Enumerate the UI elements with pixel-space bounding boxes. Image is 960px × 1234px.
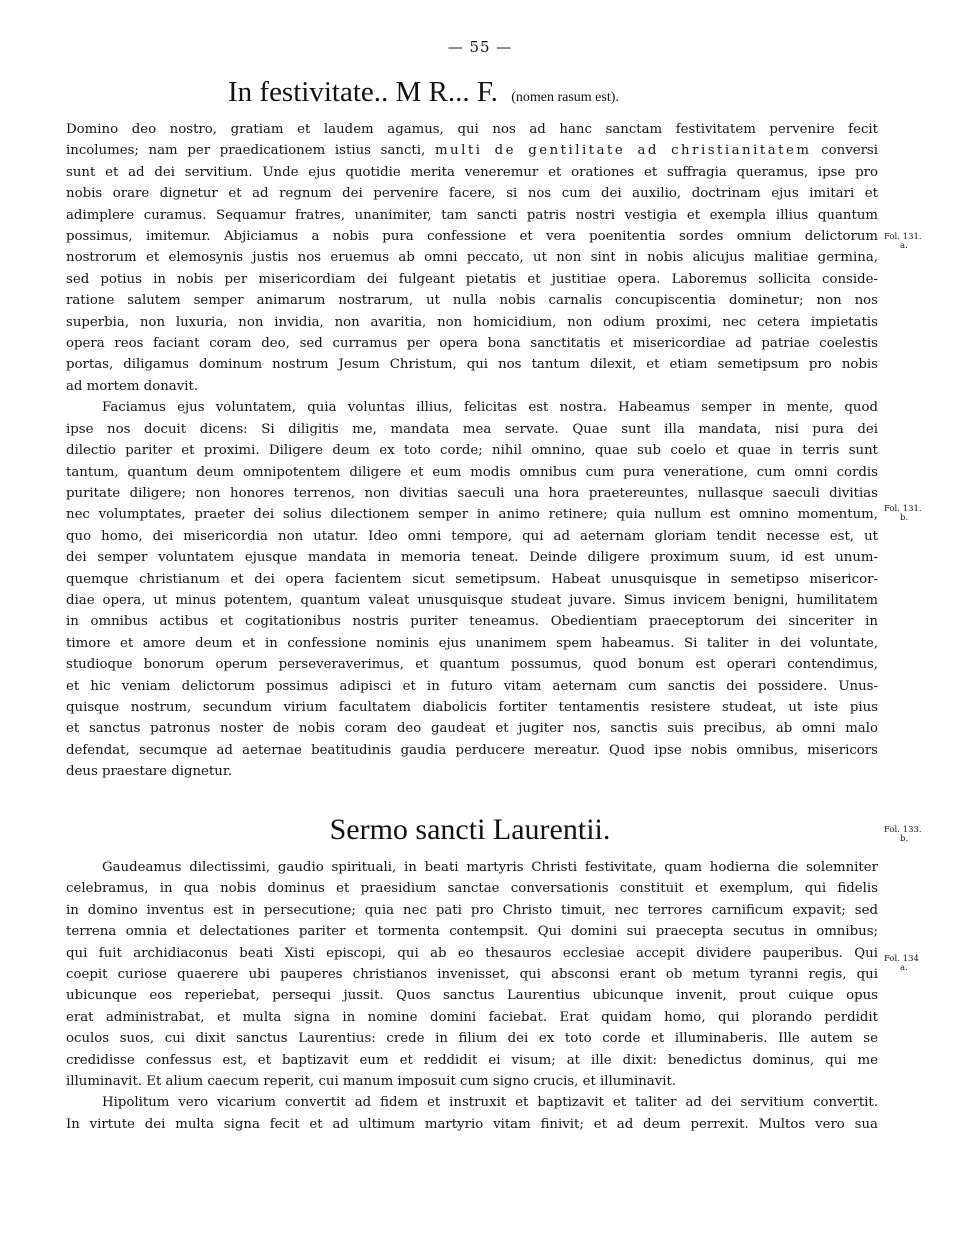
sermon-heading: Sermo sancti Laurentii.: [329, 813, 611, 846]
text-line: nec volumptates, praeter dei solius dilectionem semper in animo retinere; quia nullum est omnino momentum,: [66, 507, 878, 523]
text-line: Domino deo nostro, gratiam et laudem agamus, qui nos ad hanc sanctam festivitatem pervenire fecit: [66, 122, 878, 137]
text-line: opera reos faciant coram deo, sed curramus per opera bona sanctitatis et misericordiae ad patriae coelestis: [66, 336, 878, 352]
text-line: dei semper voluntatem ejusque mandata in memoria teneat. Deinde diligere proximum suum, id est unum-: [66, 550, 878, 566]
margin-note: [884, 233, 922, 251]
text-line: sunt et ad dei servitium. Unde ejus quotidie merita veneremur et orationes et suffragia queramus, ipse pro: [66, 164, 878, 180]
text-line: ad mortem donavit.: [66, 378, 199, 394]
text-line: in domino inventus est in persecutione; quia nec pati pro Christo timuit, nec terrores carnificum expavit; sed: [66, 902, 878, 918]
margin-note: [884, 955, 919, 973]
section-title-note: (nomen rasum est).: [511, 90, 619, 105]
text-line: celebramus, in qua nobis dominus et praesidium sanctae conversationis constituit et exemplum, qui fidelis: [66, 881, 878, 897]
text-line: defendat, secumque ad aeternae beatitudinis gaudia perducere mereatur. Quod ipse nobis omnibus, misericors: [66, 742, 878, 758]
text-line: Gaudeamus dilectissimi, gaudio spirituali, in beati martyris Christi festivitate, quam hodierna die solemniter: [102, 860, 878, 875]
page-number: — 55 —: [447, 38, 513, 56]
text-line: oculos suos, cui dixit sanctus Laurentius: crede in filium dei ex toto corde et illuminaberis. Ille autem se: [66, 1031, 878, 1047]
margin-folio-side: a.: [900, 241, 908, 251]
text-fragment: incolumes; nam per praedicationem istius sancti,: [66, 143, 435, 159]
margin-folio-side: b.: [900, 513, 909, 523]
text-line: superbia, non luxuria, non invidia, non avaritia, non homicidium, non odium proximi, nec cetera impietatis: [66, 314, 878, 330]
margin-note: [884, 826, 922, 844]
text-line: tantum, quantum deum omnipotentem diligere et eum modis omnibus cum pura veneratione, cum omni cordis: [66, 464, 878, 480]
margin-note: [884, 505, 922, 523]
text-line: et hic veniam delictorum possimus adipisci et in futuro vitam aeternam cum sanctis dei possidere. Unus-: [66, 678, 878, 694]
spaced-text: multi de gentilitate ad christianitatem: [434, 143, 812, 159]
text-line: sed potius in nobis per misericordiam dei fulgeant pietatis et justitiae opera. Laboremus sollicita conside-: [66, 271, 878, 287]
body-text-section-2: [66, 857, 878, 1135]
margin-folio: Fol. 131.: [884, 504, 922, 514]
text-line-spaced: [66, 140, 878, 161]
margin-folio-side: a.: [900, 963, 908, 973]
text-fragment: conversi: [811, 143, 879, 159]
margin-folio-side: b.: [900, 834, 909, 844]
text-line: adimplere curamus. Sequamur fratres, unanimiter, tam sancti patris nostri vestigia et exempla illius quantum: [66, 207, 878, 223]
text-line: ratione salutem semper animarum nostrarum, ut nulla nobis carnalis concupiscentia dominetur; non nos: [66, 293, 878, 309]
margin-folio: Fol. 131.: [884, 232, 922, 242]
text-line: Faciamus ejus voluntatem, quia voluntas illius, felicitas est nostra. Habeamus semper in mente, quod: [102, 400, 878, 416]
text-line: nostrorum et elemosynis justis nos eruemus ab omni peccato, ut non sint in nobis alicujus malitiae germina,: [66, 250, 878, 266]
text-line: quisque nostrum, secundum virium facultatem diabolicis fortiter tentamentis resistere studeat, ut iste pius: [66, 699, 878, 715]
text-line: puritate diligere; non honores terrenos, non divitias saeculi una hora praetereuntes, nullasque saeculi divitias: [66, 485, 878, 501]
text-line: nobis orare dignetur et ad regnum dei pervenire facere, si nos cum dei auxilio, doctrinam ejus imitari et: [66, 186, 878, 202]
text-line: deus praestare dignetur.: [66, 764, 232, 780]
text-line: ubicunque eos reperiebat, persequi jussit. Quos sanctus Laurentius ubicunque invenit, prout cuique opus: [66, 988, 878, 1004]
text-line: erat administrabat, et multa signa in nomine domini faciebat. Erat quidam homo, qui plorando perdidit: [66, 1009, 878, 1025]
text-line: diae opera, ut minus potentem, quantum valeat unusquisque studeat juvare. Simus invicem benigni, humilitatem: [66, 592, 878, 608]
text-line: portas, diligamus dominum nostrum Jesum Christum, qui nos tantum dilexit, et etiam semetipsum pro nobis: [66, 357, 878, 373]
text-line: Hipolitum vero vicarium convertit ad fidem et instruxit et baptizavit et taliter ad dei servitium convertit.: [102, 1095, 878, 1111]
text-line: et sanctus patronus noster de nobis coram deo gaudeat et jugiter nos, sanctis suis precibus, ab omni malo: [66, 721, 878, 737]
text-line: possimus, imitemur. Abjiciamus a nobis pura confessione et vera poenitentia sordes omnium delictorum: [66, 229, 878, 245]
section-title: In festivitate.. M R... F.: [228, 76, 498, 108]
margin-folio: Fol. 133.: [884, 825, 922, 835]
text-line: quo homo, dei misericordia non utatur. Ideo omni tempore, qui ad aeternam gloriam tendit necesse est, ut: [66, 528, 878, 544]
margin-folio: Fol. 134: [884, 954, 919, 964]
text-line: illuminavit. Et alium caecum reperit, cui manum imposuit cum signo crucis, et illuminavit.: [66, 1074, 677, 1090]
text-line: in omnibus actibus et cogitationibus nostris puriter teneamus. Obedientiam praeceptorum dei sinceriter in: [66, 614, 878, 630]
text-line: quemque christianum et dei opera facientem sicut semetipsum. Habeat unusquisque in semetipso misericor-: [66, 571, 878, 587]
text-line: ipse nos docuit dicens: Si diligitis me, mandata mea servate. Quae sunt illa mandata, nisi pura dei: [66, 421, 878, 437]
text-line: dilectio pariter et proximi. Diligere deum ex toto corde; nihil omnino, quae sub coelo et quae in terris sunt: [66, 443, 878, 459]
section-heading: [228, 76, 619, 109]
text-line: In virtute dei multa signa fecit et ad ultimum martyrio vitam finivit; et ad deum perrexit. Multos vero sua: [66, 1116, 878, 1132]
text-line: studioque bonorum operum perseveraverimus, et quantum possumus, quod bonum est operari contendimus,: [66, 657, 878, 673]
text-line: coepit curiose quaerere ubi pauperes christianos invenisset, qui absconsi erant ob metum tyranni regis, qui: [66, 967, 878, 983]
text-line: timore et amore deum et in confessione nominis ejus unanimem spem habeamus. Si taliter in dei voluntate,: [66, 635, 878, 651]
body-text-section-1: [66, 119, 878, 783]
text-line: credidisse confessus est, et baptizavit eum et reddidit ei visum; at ille dixit: benedictus dominus, qui me: [66, 1052, 878, 1068]
text-line: terrena omnia et delectationes pariter et tormenta contempsit. Qui domini sui praecepta secutus in omnibus;: [66, 924, 878, 940]
text-line: qui fuit archidiaconus beati Xisti episcopi, qui ab eo thesauros ecclesiae accepit dividere pauperibus. Qui: [66, 945, 878, 961]
